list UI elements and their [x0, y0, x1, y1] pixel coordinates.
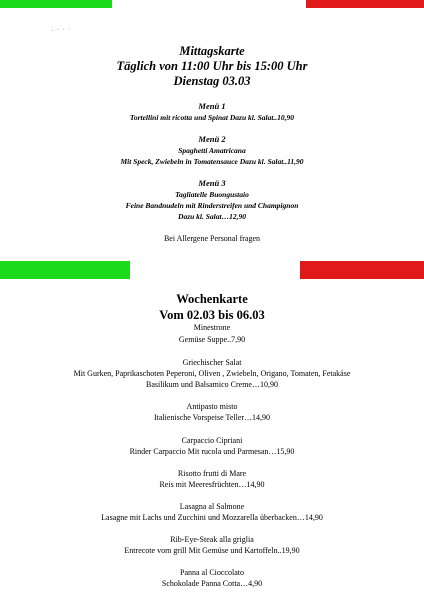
weekly-item-name: Risotto frutti di Mare — [177, 469, 247, 478]
weekly-item-name: Griechischer Salat — [182, 358, 242, 367]
weekly-item-desc: Gemüse Suppe..7,90 — [178, 335, 246, 344]
lunch-hours: Täglich von 11:00 Uhr bis 15:00 Uhr — [116, 59, 308, 73]
menu-2-heading: Menü 2 — [198, 134, 226, 144]
menu-2-line-1: Spaghetti Amatricana — [178, 146, 246, 155]
weekly-item-desc: Lasagne mit Lachs und Zucchini und Mozzarella überbacken…14,90 — [101, 513, 323, 522]
weekly-item-name: Minestrone — [193, 323, 231, 332]
weekly-item-desc: Italienische Vorspeise Teller…14,90 — [153, 413, 271, 422]
weekly-item-desc: Mit Gurken, Paprikaschoten Peperoni, Oliven , Zwiebeln, Origano, Tomaten, Fetakäse — [73, 369, 351, 378]
flag-bar-red-top — [306, 0, 424, 8]
flag-bar-green-top — [0, 0, 112, 8]
weekly-item-name: Lasagna al Salmone — [179, 502, 245, 511]
weekly-range: Vom 02.03 bis 06.03 — [159, 308, 265, 322]
menu-3-line-3: Dazu kl. Salat…12,90 — [178, 212, 246, 221]
allergy-note: Bei Allergene Personal fragen — [163, 234, 261, 243]
weekly-title: Wochenkarte — [176, 292, 248, 306]
flag-bar-red-middle — [300, 261, 424, 279]
weekly-item-name: Carpaccio Cipriani — [181, 436, 243, 445]
lunch-title: Mittagskarte — [179, 44, 245, 58]
weekly-item-desc: Schokolade Panna Cotta…4,90 — [161, 579, 263, 588]
weekly-item-name: Panna al Cioccolato — [180, 568, 244, 577]
menu-3-line-1: Tagliatelle Buongustaio — [175, 190, 249, 199]
menu-3-heading: Menü 3 — [198, 178, 226, 188]
weekly-item-desc: Basilikum und Balsamico Creme…10,90 — [146, 380, 278, 389]
menu-1-line-1: Tortellini mit ricotta und Spinat Dazu kl. Salat..10,90 — [129, 113, 295, 122]
menu-1-heading: Menü 1 — [198, 101, 226, 111]
menu-2-line-2: Mit Speck, Zwiebeln in Tomatensauce Dazu kl. Salat..11,90 — [120, 157, 304, 166]
header-dots: . · · · — [52, 27, 71, 33]
flag-bar-green-middle — [0, 261, 130, 279]
weekly-item-desc: Reis mit Meeresfrüchten…14,90 — [159, 480, 265, 489]
menu-3-line-2: Feine Bandnudeln mit Rinderstreifen und Champignon — [125, 201, 299, 210]
weekly-item-name: Rib-Eye-Steak alla griglia — [170, 535, 254, 544]
weekly-item-desc: Entrecote vom grill Mit Gemüse und Kartoffeln..19,90 — [124, 546, 300, 555]
weekly-item-desc: Rinder Carpaccio Mit rucola und Parmesan…15,90 — [129, 447, 295, 456]
lunch-date: Dienstag 03.03 — [173, 74, 251, 88]
weekly-item-name: Antipasto misto — [186, 402, 238, 411]
